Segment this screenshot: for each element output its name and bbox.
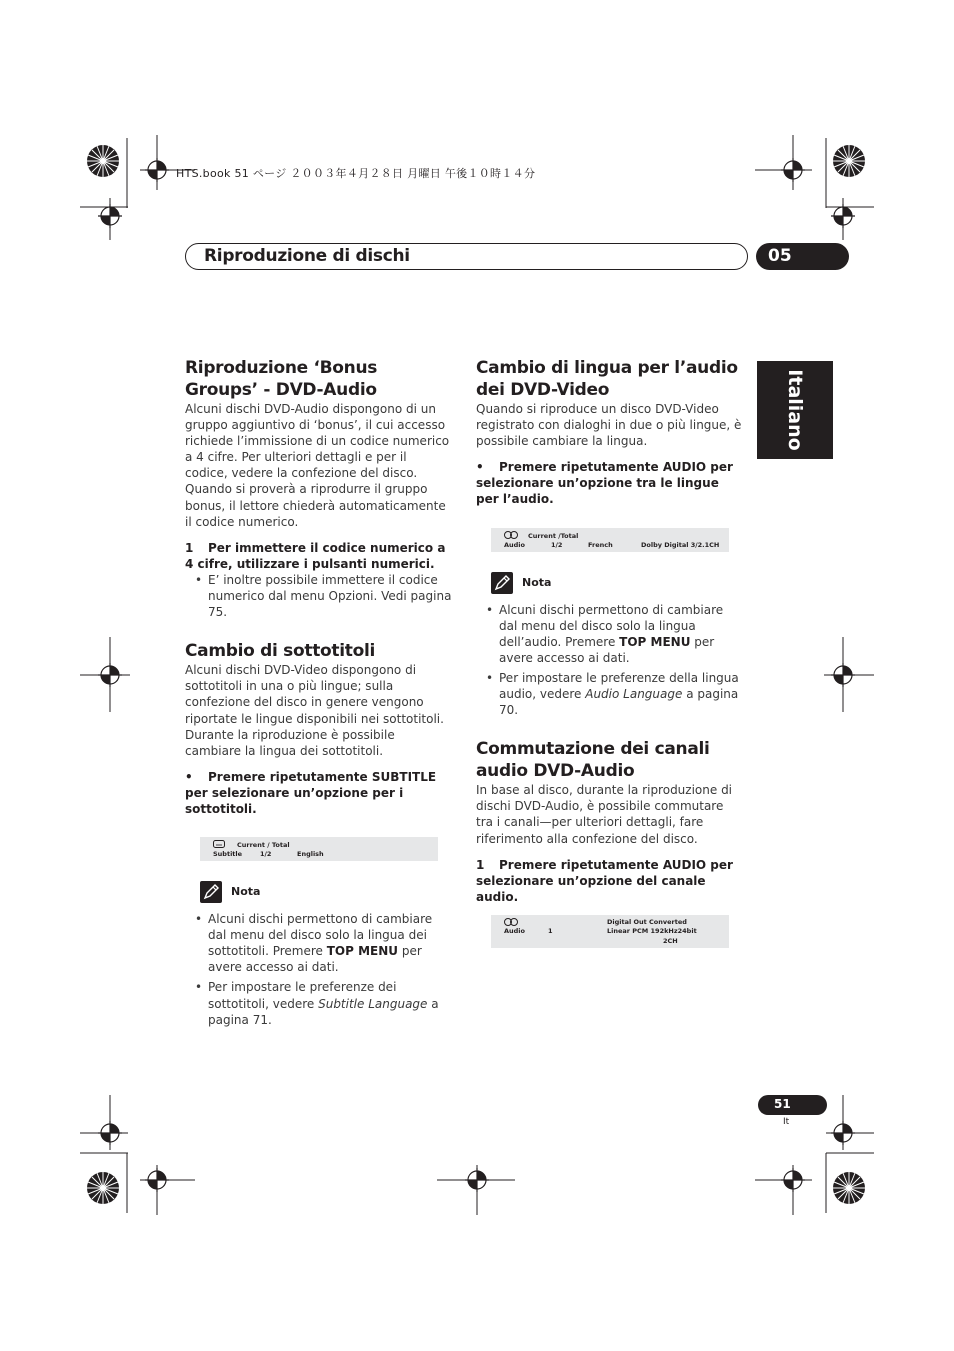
header-title: Riproduzione di dischi: [204, 246, 410, 266]
osd-header: Current /Total: [528, 531, 579, 540]
osd-label: Audio: [504, 926, 526, 935]
list-item: • Alcuni dischi permettono di cambiare dal menu del disco solo la lingua dei sottotitoli. Premere TOP MENU per avere accesso ai dati.: [185, 911, 453, 975]
step-1-channel: [476, 857, 744, 905]
list-item: • E’ inoltre possibile immettere il codice numerico dal menu Opzioni. Vedi pagina 75.: [185, 572, 453, 620]
chapter-header: [185, 243, 748, 270]
list-item: • Per impostare le preferenze dei sottotitoli, vedere Subtitle Language a pagina 71.: [185, 979, 453, 1027]
osd-label: Audio: [504, 540, 526, 549]
osd-language: English: [297, 850, 324, 859]
osd-format: Dolby Digital 3/2.1CH: [641, 540, 720, 549]
section-body-subtitles: Alcuni dischi DVD-Video dispongono di sottotitoli in una o più lingue; sulla confezione del disco in genere vengono riportate le lingue disponibili nei sottotitoli. Durante la riproduzione è possibile cambiare la lingua dei sottotitoli.: [185, 663, 444, 758]
step-text: Per immettere il codice numerico a 4 cifre, utilizzare i pulsanti numerici.: [185, 540, 446, 571]
bullet-list: [185, 572, 453, 620]
step-1-bonus: [185, 540, 453, 572]
note-icon: [491, 572, 513, 594]
left-column: [185, 357, 453, 1028]
section-title-bonus-groups: Riproduzione ‘Bonus Groups’ - DVD-Audio: [185, 358, 378, 400]
audio-icon: [504, 531, 518, 539]
section-body-audio-language: Quando si riproduce un disco DVD-Video registrato con dialoghi in due o più lingue, è possibile cambiare la lingua.: [476, 402, 742, 449]
osd-format: Linear PCM 192kHz24bit: [607, 926, 697, 935]
list-item: • Per impostare le preferenze della lingua audio, vedere Audio Language a pagina 70.: [476, 670, 744, 718]
step-number: 1: [476, 857, 485, 872]
instruction-subtitle: • Premere ripetutamente SUBTITLE per selezionare un’opzione per i sottotitoli.: [185, 769, 437, 816]
instruction-audio: • Premere ripetutamente AUDIO per selezionare un’opzione tra le lingue per l’audio.: [476, 460, 733, 507]
section-title-subtitles: Cambio di sottotitoli: [185, 641, 376, 662]
osd-value: 1: [548, 926, 553, 935]
note-list: [476, 602, 744, 719]
audio-osd-display: [491, 528, 729, 552]
osd-label: Subtitle: [213, 850, 243, 859]
chapter-number: 05: [768, 246, 792, 266]
osd-header: Current / Total: [237, 841, 290, 850]
print-info: HTS.book 51 ページ ２００３年４月２８日 月曜日 午後１０時１４分: [176, 167, 536, 180]
chapter-number-badge: [756, 243, 849, 270]
channel-osd-display: [491, 915, 729, 948]
list-item: • Alcuni dischi permettono di cambiare dal menu del disco solo la lingua dell’audio. Premere TOP MENU per avere accesso ai dati.: [476, 602, 744, 666]
note-list: [185, 911, 453, 1028]
language-side-tab: [757, 361, 833, 459]
osd-value: 1/2: [551, 540, 563, 549]
step-text: Premere ripetutamente AUDIO per selezionare un’opzione del canale audio.: [476, 857, 733, 904]
osd-language: French: [588, 540, 613, 549]
language-tab-label: Italiano: [784, 369, 806, 451]
osd-value: 1/2: [260, 850, 272, 859]
osd-channels: 2CH: [663, 936, 678, 945]
note-header: [491, 572, 744, 598]
section-body-bonus-groups: Alcuni dischi DVD-Audio dispongono di un gruppo aggiuntivo di ‘bonus’, il cui accesso richiede l’immissione di un codice numerico a 4 cifre. Per ulteriori dettagli e per il codice, vedere la confezione del disco. Quando si proverà a riprodurre il gruppo bonus, il lettore chiederà automaticamente il codice numerico.: [185, 402, 450, 529]
osd-header: Digital Out Converted: [607, 917, 687, 926]
note-label: Nota: [231, 885, 261, 899]
section-title-audio-language: Cambio di lingua per l’audio dei DVD-Video: [476, 358, 738, 400]
step-number: 1: [185, 540, 194, 555]
audio-icon: [504, 918, 518, 926]
section-title-audio-channels: Commutazione dei canali audio DVD-Audio: [476, 739, 710, 782]
subtitle-icon: [213, 840, 225, 848]
note-header: [200, 881, 453, 907]
right-column: [476, 357, 744, 948]
page-language-code: It: [783, 1117, 790, 1127]
page-number-badge: [758, 1095, 827, 1115]
note-icon: [200, 881, 222, 903]
page-number: 51: [774, 1097, 791, 1111]
section-body-audio-channels: In base al disco, durante la riproduzione di dischi DVD-Audio, è possibile commutare tra i canali—per ulteriori dettagli, fare riferimento alla confezione del disco.: [476, 783, 733, 846]
subtitle-osd-display: [200, 837, 438, 861]
note-label: Nota: [522, 575, 552, 589]
